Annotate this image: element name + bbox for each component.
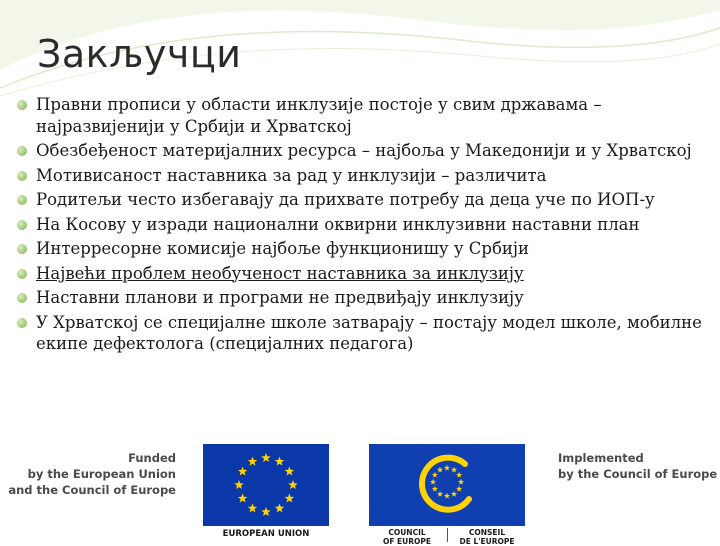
bullet-text: У Хрватској се специјалне школе затварају – постају модел школе, мобилне екипе дефектолога (специјалних педагога) — [36, 312, 702, 353]
coe-divider — [447, 528, 448, 542]
bullet-item — [14, 263, 704, 285]
eu-star-icon — [234, 480, 244, 489]
funded-line: Funded — [128, 451, 176, 465]
bullet-icon — [17, 244, 27, 254]
coe-star-icon — [432, 472, 438, 478]
funded-by-text — [0, 450, 176, 498]
implemented-line: by the Council of Europe — [558, 467, 718, 481]
eu-star-icon — [275, 457, 285, 466]
coe-label-line: DE L'EUROPE — [459, 537, 515, 546]
coe-star-icon — [444, 493, 450, 499]
coe-star-icon — [456, 472, 462, 478]
eu-star-icon — [248, 503, 258, 512]
conclusions-list — [14, 94, 704, 358]
european-union-logo — [203, 444, 329, 540]
bullet-icon — [17, 171, 27, 181]
eu-star-icon — [285, 467, 295, 476]
coe-star-icon — [444, 465, 450, 471]
funded-line: by the European Union — [27, 467, 176, 481]
bullet-text: Родитељи често избегавају да прихвате потребу да деца уче по ИОП-у — [36, 190, 655, 209]
eu-flag — [203, 444, 329, 526]
bullet-icon — [17, 293, 27, 303]
bullet-icon — [17, 220, 27, 230]
eu-star-icon — [248, 457, 258, 466]
bullet-text: Мотивисаност наставника за рад у инклузији – различита — [36, 165, 547, 185]
coe-emblem-icon — [369, 444, 525, 526]
coe-star-icon — [437, 467, 443, 473]
bullet-item — [14, 165, 704, 187]
coe-star-icon — [430, 479, 436, 485]
bullet-text: Обезбеђеност материјалних ресурса – најбоља у Македонији и у Хрватској — [36, 141, 692, 160]
bullet-icon — [17, 318, 27, 328]
funded-line: and the Council of Europe — [8, 483, 176, 497]
coe-label-en — [369, 528, 445, 546]
eu-star-icon — [238, 494, 248, 503]
eu-label: EUROPEAN UNION — [222, 529, 310, 539]
bullet-item — [14, 287, 704, 309]
eu-stars-icon — [203, 444, 329, 526]
bullet-icon — [17, 100, 27, 110]
bullet-item — [14, 189, 704, 211]
coe-flag — [369, 444, 525, 526]
bullet-text: Правни прописи у области инклузије постоје у свим државама – најразвијенији у Србији и Хрватској — [36, 95, 602, 136]
eu-star-icon — [238, 467, 248, 476]
coe-label-line: CONSEIL — [468, 528, 506, 537]
bullet-text: Наставни планови и програми не предвиђају инклузију — [36, 288, 524, 307]
implemented-line: Implemented — [558, 451, 644, 465]
bullet-item — [14, 214, 704, 236]
eu-star-icon — [288, 480, 298, 489]
bullet-text: На Косову у изради национални оквирни инклузивни наставни план — [36, 214, 640, 234]
coe-star-icon — [458, 479, 464, 485]
bullet-text: Највећи проблем необученост наставника за инклузију — [36, 263, 524, 283]
eu-star-icon — [261, 507, 271, 516]
bullet-item — [14, 238, 704, 260]
bullet-text: Интерресорне комисије најбоље функционишу у Србији — [36, 239, 530, 258]
coe-label-fr — [449, 528, 525, 546]
eu-star-icon — [285, 494, 295, 503]
implemented-by-text — [558, 450, 720, 482]
coe-star-icon — [432, 486, 438, 492]
bullet-icon — [17, 195, 27, 205]
coe-star-icon — [437, 491, 443, 497]
bullet-icon — [17, 146, 27, 156]
coe-star-icon — [451, 467, 457, 473]
coe-label-line: OF EUROPE — [382, 537, 432, 546]
bullet-item — [14, 94, 704, 137]
coe-star-icon — [456, 486, 462, 492]
bullet-item — [14, 140, 704, 162]
eu-star-icon — [275, 503, 285, 512]
page-title: Закључци — [37, 32, 242, 76]
coe-star-icon — [451, 491, 457, 497]
council-of-europe-logo — [369, 444, 525, 546]
coe-label-line: COUNCIL — [388, 528, 426, 537]
eu-star-icon — [261, 453, 271, 462]
bullet-item — [14, 312, 704, 355]
bullet-icon — [17, 269, 27, 279]
